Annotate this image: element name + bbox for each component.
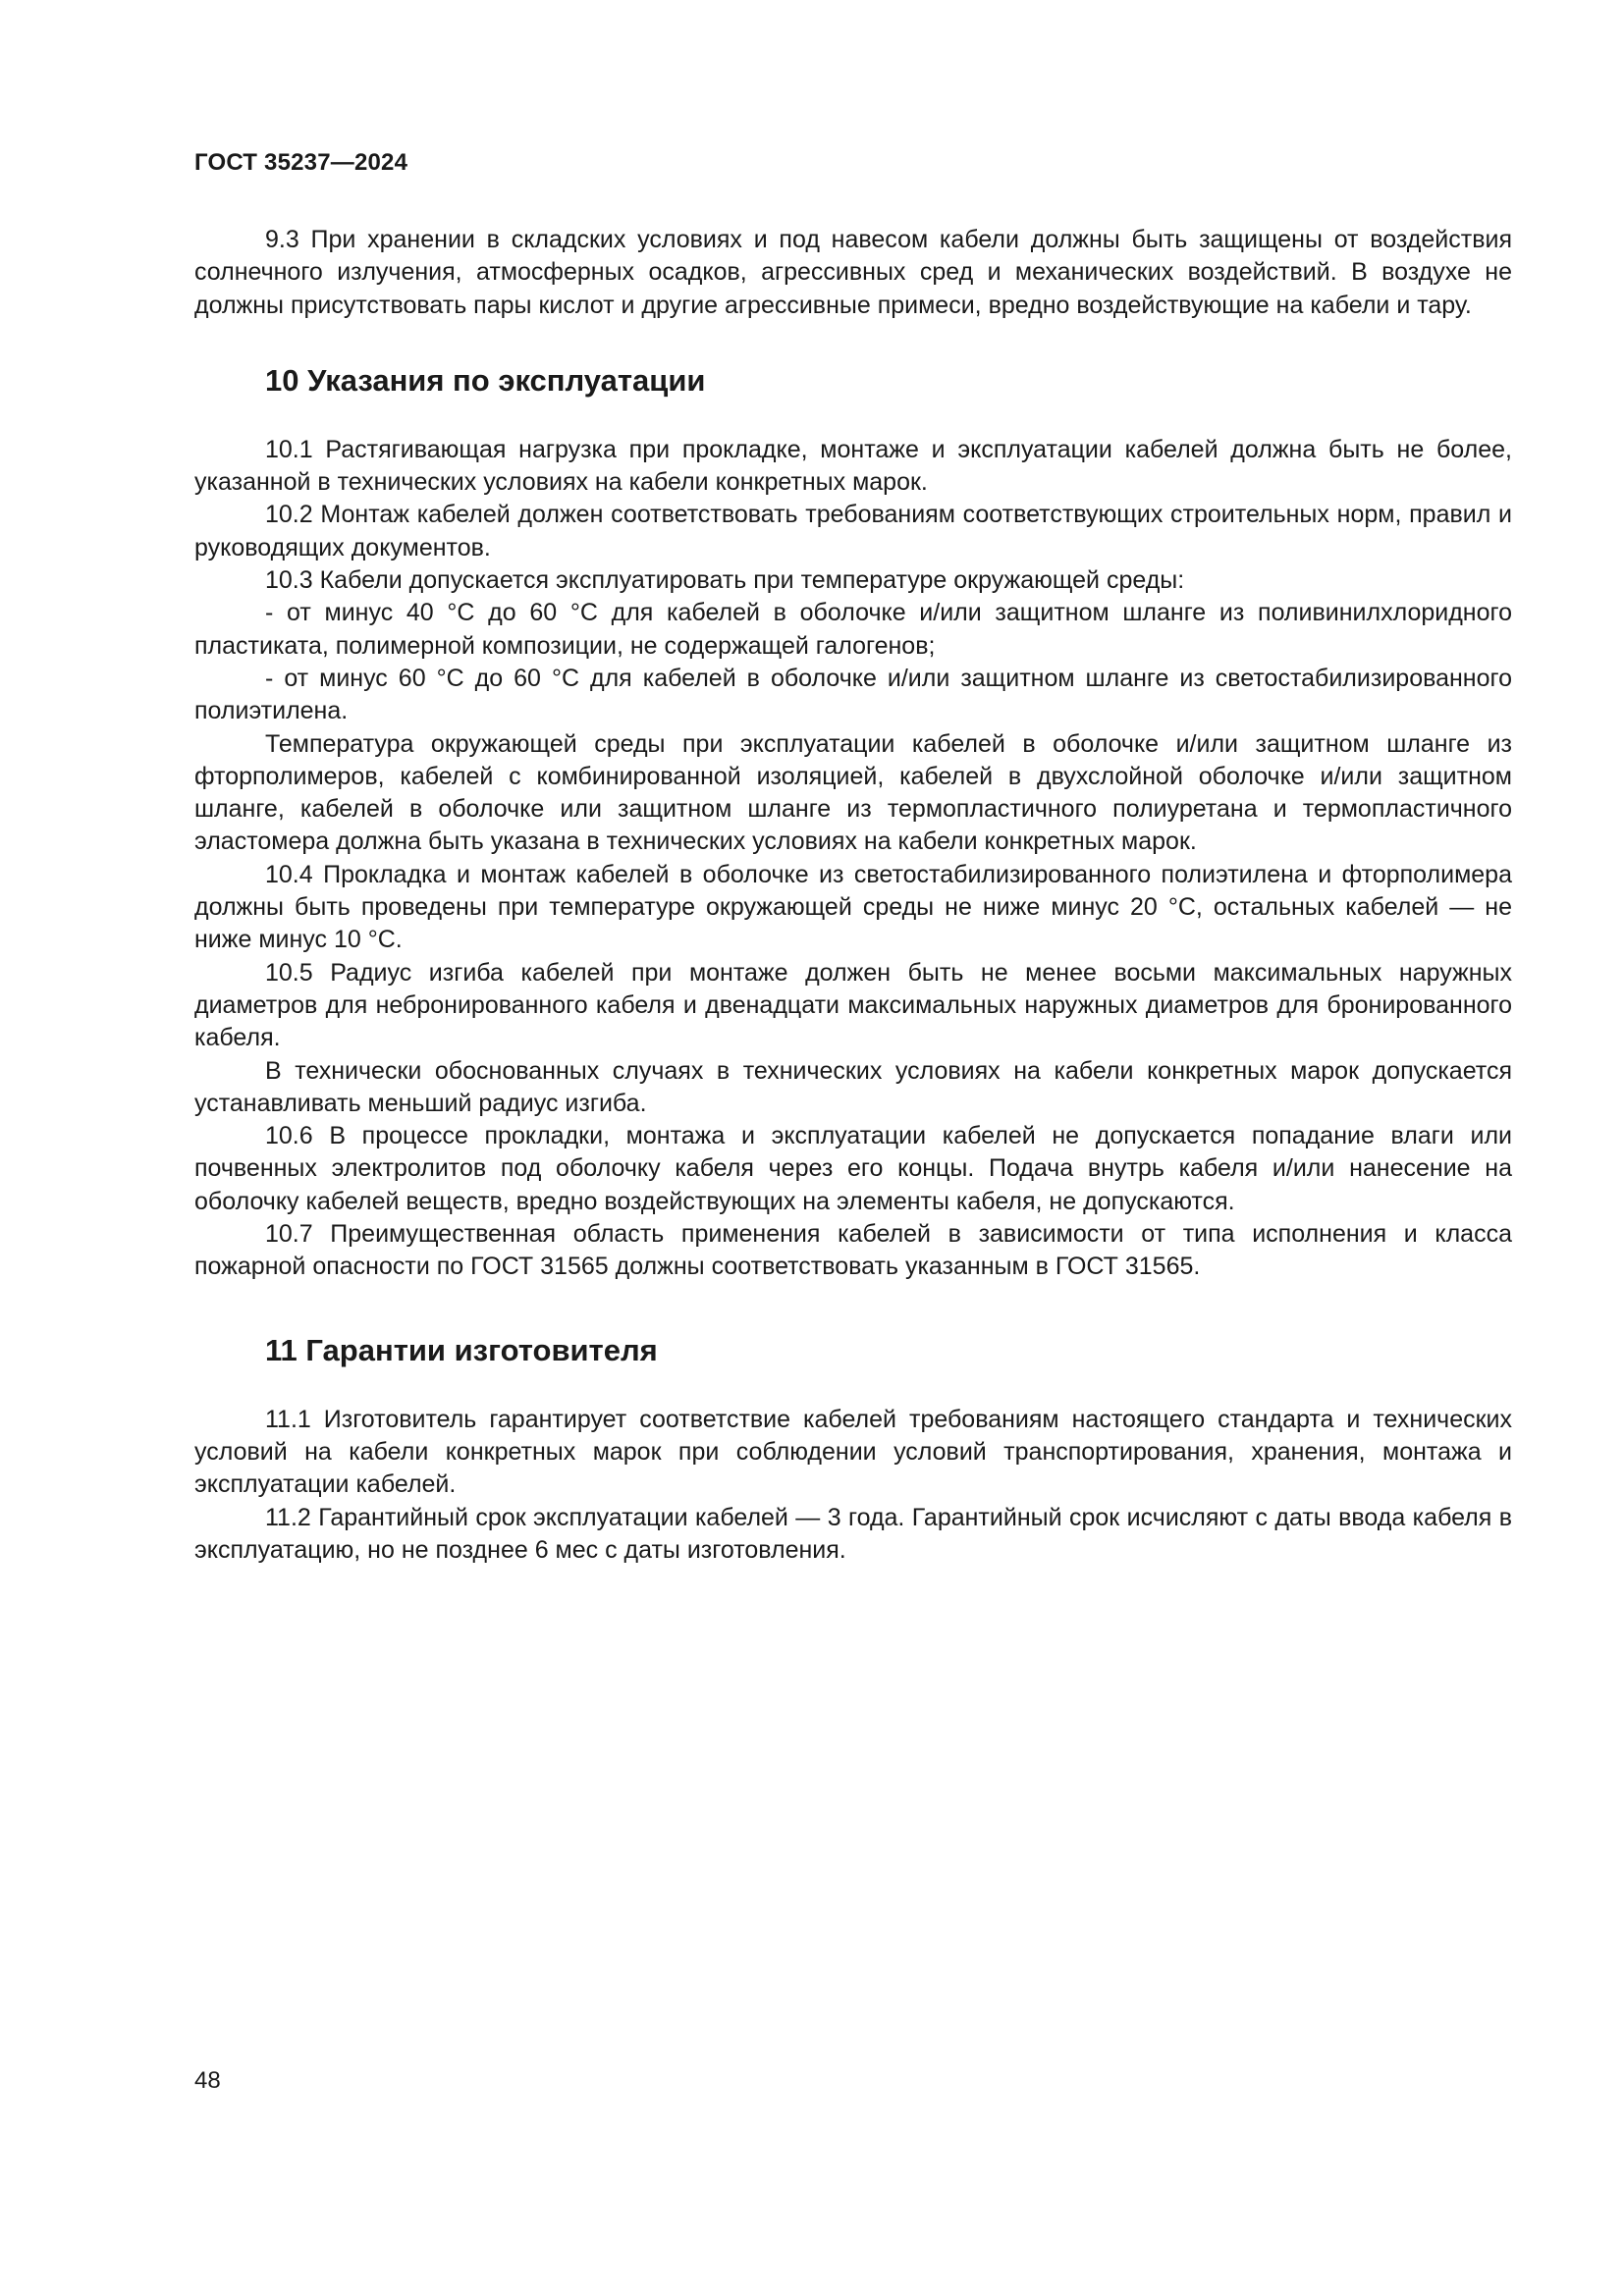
paragraph-10-3-note: Температура окружающей среды при эксплуатации кабелей в оболочке и/или защитном шланге из фторполимеров, кабелей с комбинированной изоляцией, кабелей в двухслойной оболочке и/или защитном шланге, кабелей в оболочке или защитном шланге из термопластичного полиуретана и термопластичного эластомера должна быть указана в технических условиях на кабели конкретных марок. bbox=[194, 729, 1512, 856]
paragraph-10-5: 10.5 Радиус изгиба кабелей при монтаже должен быть не менее восьми максимальных наружных диаметров для небронированного кабеля и двенадцати максимальных наружных диаметров для бронированного кабеля. bbox=[194, 958, 1512, 1052]
paragraph-11-2: 11.2 Гарантийный срок эксплуатации кабелей — 3 года. Гарантийный срок исчисляют с даты ввода кабеля в эксплуатацию, но не позднее 6 мес с даты изготовления. bbox=[194, 1503, 1512, 1564]
section-10-heading: 10 Указания по эксплуатации bbox=[265, 362, 706, 398]
paragraph-10-6: 10.6 В процессе прокладки, монтажа и эксплуатации кабелей не допускается попадание влаги или почвенных электролитов под оболочку кабеля через его концы. Подача внутрь кабеля и/или нанесение на оболочку кабелей веществ, вредно воздействующих на элементы кабеля, не допускаются. bbox=[194, 1122, 1512, 1215]
document-id-header: ГОСТ 35237—2024 bbox=[194, 149, 408, 176]
paragraph-10-7: 10.7 Преимущественная область применения кабелей в зависимости от типа исполнения и класса пожарной опасности по ГОСТ 31565 должны соответствовать указанным в ГОСТ 31565. bbox=[194, 1220, 1512, 1281]
list-item-temp-range-40: - от минус 40 °С до 60 °С для кабелей в оболочке и/или защитном шланге из поливинилхлоридного пластиката, полимерной композиции, не содержащей галогенов; bbox=[194, 599, 1512, 660]
page-body bbox=[194, 224, 1512, 1567]
paragraph-10-4: 10.4 Прокладка и монтаж кабелей в оболочке из светостабилизированного полиэтилена и фторполимера должны быть проведены при температуре окружающей среды не ниже минус 20 °С, остальных кабелей — не ниже минус 10 °С. bbox=[194, 860, 1512, 954]
paragraph-11-1: 11.1 Изготовитель гарантирует соответствие кабелей требованиям настоящего стандарта и технических условий на кабели конкретных марок при соблюдении условий транспортирования, хранения, монтажа и эксплуатации кабелей. bbox=[194, 1405, 1512, 1499]
paragraph-10-1: 10.1 Растягивающая нагрузка при прокладке, монтаже и эксплуатации кабелей должна быть не более, указанной в технических условиях на кабели конкретных марок. bbox=[194, 435, 1512, 497]
paragraph-9-3: 9.3 При хранении в складских условиях и под навесом кабели должны быть защищены от воздействия солнечного излучения, атмосферных осадков, агрессивных сред и механических воздействий. В воздухе не должны присутствовать пары кислот и другие агрессивные примеси, вредно воздействующие на кабели и тару. bbox=[194, 226, 1512, 319]
paragraph-10-5-note: В технически обоснованных случаях в технических условиях на кабели конкретных марок допускается устанавливать меньший радиус изгиба. bbox=[194, 1056, 1512, 1117]
list-item-temp-range-60: - от минус 60 °С до 60 °С для кабелей в оболочке и/или защитном шланге из светостабилизированного полиэтилена. bbox=[194, 664, 1512, 725]
page-number: 48 bbox=[194, 2067, 221, 2094]
paragraph-10-2: 10.2 Монтаж кабелей должен соответствовать требованиям соответствующих строительных норм, правил и руководящих документов. bbox=[194, 501, 1512, 561]
section-11-heading: 11 Гарантии изготовителя bbox=[265, 1332, 658, 1367]
paragraph-10-3: 10.3 Кабели допускается эксплуатировать при температуре окружающей среды: bbox=[265, 566, 1185, 595]
